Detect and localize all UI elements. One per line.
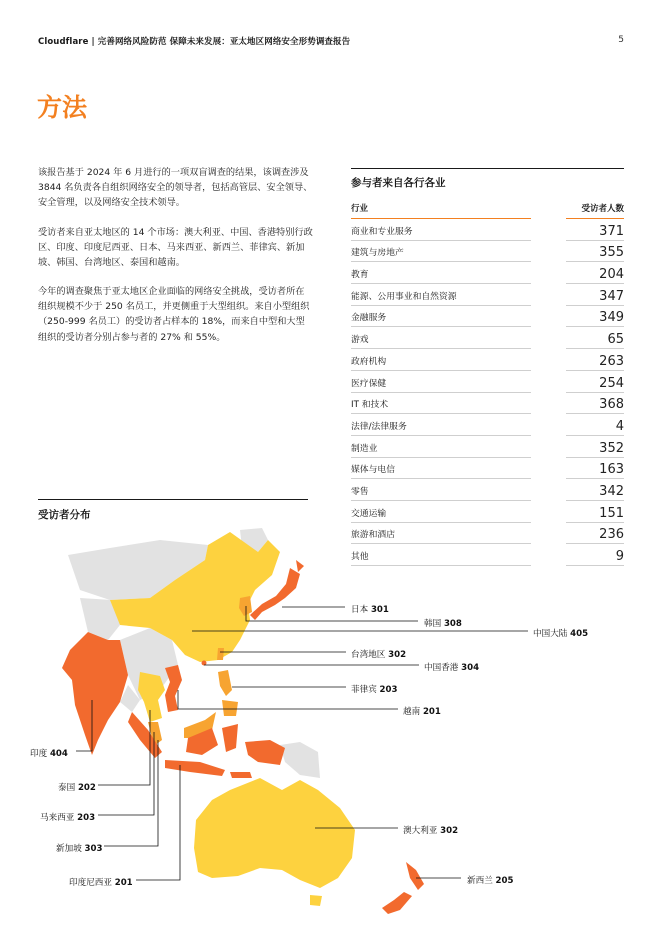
map-label-japan: 日本 301 [351, 605, 389, 615]
industry-name: 教育 [351, 262, 531, 284]
industry-name: 旅游和酒店 [351, 523, 531, 545]
respondent-count: 163 [566, 458, 624, 480]
map-label-malaysia: 马来西亚 203 [40, 813, 96, 823]
respondent-count: 352 [566, 436, 624, 458]
intro-paragraph: 今年的调查聚焦于亚太地区企业面临的网络安全挑战，受访者所在组织规模不少于 250 名员工，并更侧重于大型组织。来自小型组织（250-999 名员工）的受访者占样本的 18%，而来自中型和大型组织的受访者分别占参与者的 27% 和 55%。 [38, 286, 310, 343]
industry-name: 能源、公用事业和自然资源 [351, 284, 531, 306]
industry-name: 媒体与电信 [351, 458, 531, 480]
industry-name: 游戏 [351, 327, 531, 349]
industry-name: 商业和专业服务 [351, 219, 531, 241]
india-region [62, 632, 128, 755]
newzealand-region [382, 862, 424, 914]
industry-name: 零售 [351, 479, 531, 501]
respondent-count: 236 [566, 523, 624, 545]
thailand-region [138, 672, 165, 722]
column-header-count: 受访者人数 [566, 202, 624, 219]
table-title: 参与者来自各行各业 [351, 177, 446, 189]
respondent-count: 371 [566, 219, 624, 241]
industry-name: 金融服务 [351, 306, 531, 328]
industry-name: 制造业 [351, 436, 531, 458]
respondent-count: 368 [566, 393, 624, 415]
industry-name: 政府机构 [351, 349, 531, 371]
map-label-philippines: 菲律宾 203 [351, 685, 398, 695]
respondent-count: 204 [566, 262, 624, 284]
page-number: 5 [618, 35, 624, 45]
respondent-count: 151 [566, 501, 624, 523]
respondent-count: 254 [566, 371, 624, 393]
respondent-count: 4 [566, 414, 624, 436]
map-title: 受访者分布 [38, 509, 91, 521]
respondent-count: 355 [566, 241, 624, 263]
industry-name: 建筑与房地产 [351, 241, 531, 263]
industry-name: IT 和技术 [351, 393, 531, 415]
map-label-china: 中国大陆 405 [533, 629, 589, 639]
industry-name: 法律/法律服务 [351, 414, 531, 436]
map-label-korea: 韩国 308 [424, 619, 462, 629]
intro-paragraph: 该报告基于 2024 年 6 月进行的一项双盲调查的结果，该调查涉及 3844 名负责各自组织网络安全的领导者，包括高管层、安全领导、安全管理，以及网络安全技术领导。 [38, 167, 313, 209]
map-label-hongkong: 中国香港 304 [424, 663, 480, 673]
vietnam-region [165, 665, 182, 712]
respondent-count: 342 [566, 479, 624, 501]
australia-region [194, 778, 355, 906]
map-label-vietnam: 越南 201 [403, 707, 441, 717]
map-label-newzealand: 新西兰 205 [467, 876, 514, 886]
map-label-thailand: 泰国 202 [58, 783, 96, 793]
industry-name: 其他 [351, 544, 531, 566]
report-header: Cloudflare | 完善网络风险防范 保障未来发展：亚太地区网络安全形势调查报告 [38, 37, 351, 47]
column-header-industry: 行业 [351, 202, 531, 219]
respondent-count: 347 [566, 284, 624, 306]
section-title: 方法 [37, 93, 88, 122]
map-label-india: 印度 404 [30, 749, 68, 759]
respondent-count: 349 [566, 306, 624, 328]
respondent-count: 9 [566, 544, 624, 566]
map-label-singapore: 新加坡 303 [56, 844, 103, 854]
intro-paragraph: 受访者来自亚太地区的 14 个市场：澳大利亚、中国、香港特别行政区、印度、印度尼西亚、日本、马来西亚、新西兰、菲律宾、新加坡、韩国、台湾地区、泰国和越南。 [38, 226, 313, 268]
map-label-indonesia: 印度尼西亚 201 [69, 878, 133, 888]
map-label-australia: 澳大利亚 302 [403, 826, 459, 836]
map-label-taiwan: 台湾地区 302 [351, 650, 407, 660]
respondent-count: 65 [566, 327, 624, 349]
industry-name: 医疗保健 [351, 371, 531, 393]
industry-name: 交通运输 [351, 501, 531, 523]
respondent-count: 263 [566, 349, 624, 371]
taiwan-region [217, 648, 224, 660]
